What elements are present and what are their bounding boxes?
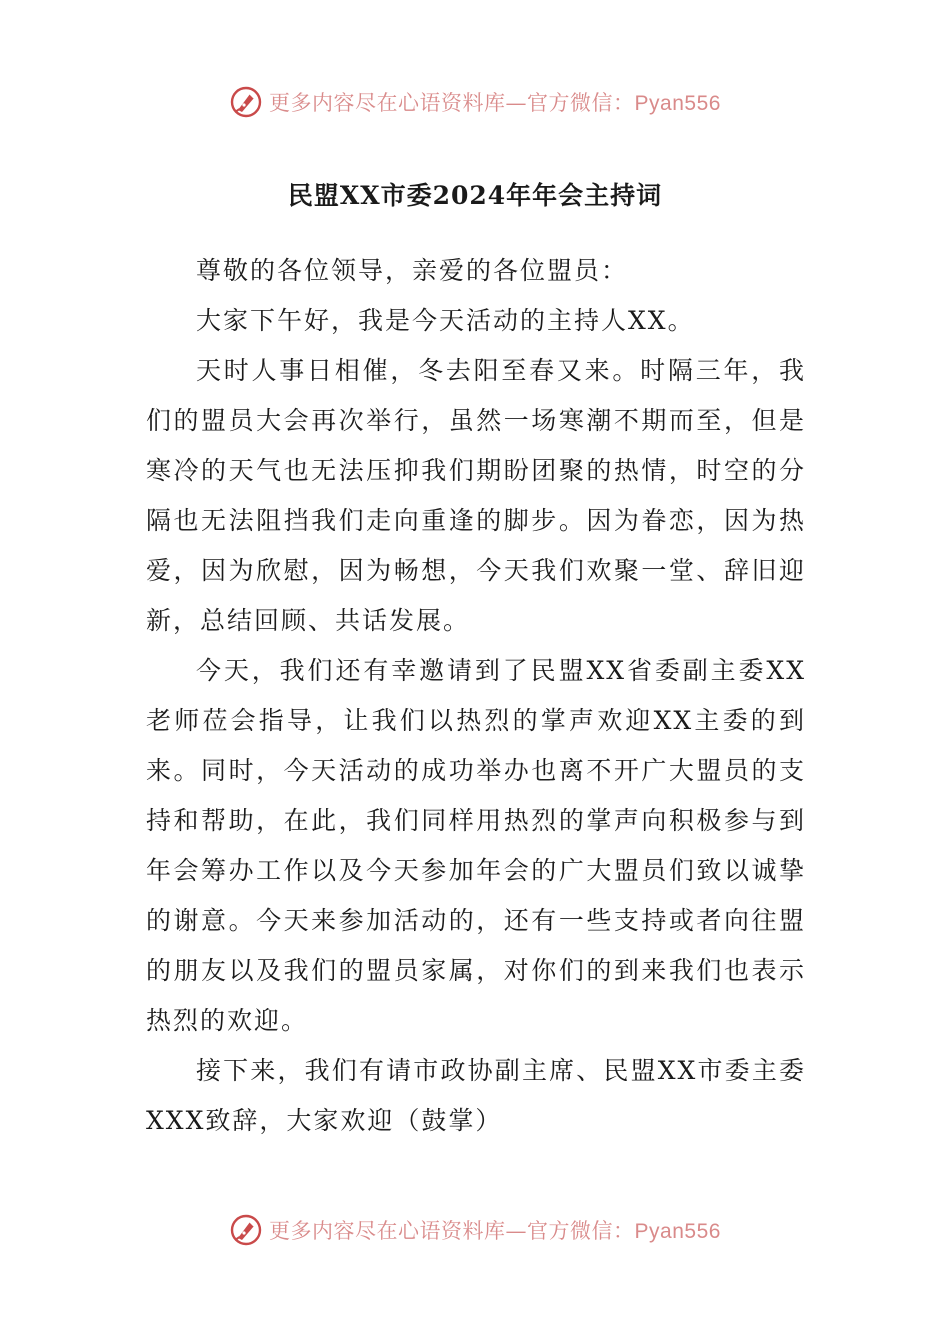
watermark-text: 更多内容尽在心语资料库—官方微信：Pyan556 [269, 91, 721, 115]
watermark-footer [0, 1208, 950, 1252]
paragraph-invite-speech: 接下来，我们有请市政协副主席、民盟XX市委主委XXX致辞，大家欢迎（鼓掌） [146, 1056, 806, 1135]
watermark-header [0, 80, 950, 124]
watermark-text: 更多内容尽在心语资料库—官方微信：Pyan556 [269, 1219, 721, 1243]
document-body [146, 246, 806, 1146]
pen-nib-circle-icon [229, 85, 263, 119]
watermark-handle: Pyan556 [634, 1220, 721, 1243]
paragraph-welcome-guests: 今天，我们还有幸邀请到了民盟XX省委副主委XX老师莅会指导，让我们以热烈的掌声欢迎XX主委的到来。同时，今天活动的成功举办也离不开广大盟员的支持和帮助，在此，我们同样用热烈的掌声向积极参与到年会筹办工作以及今天参加年会的广大盟员们致以诚挚的谢意。今天来参加活动的，还有一些支持或者向往盟的朋友以及我们的盟员家属，对你们的到来我们也表示热烈的欢迎。 [146, 656, 806, 1035]
paragraph-opening: 天时人事日相催，冬去阳至春又来。时隔三年，我们的盟员大会再次举行，虽然一场寒潮不期而至，但是寒冷的天气也无法压抑我们期盼团聚的热情，时空的分隔也无法阻挡我们走向重逢的脚步。因为眷恋，因为热爱，因为欣慰，因为畅想，今天我们欢聚一堂、辞旧迎新，总结回顾、共话发展。 [146, 356, 806, 635]
pen-nib-circle-icon [229, 1213, 263, 1247]
paragraph-salutation: 尊敬的各位领导，亲爱的各位盟员： [196, 256, 629, 285]
document-title: 民盟XX市委2024年年会主持词 [287, 181, 663, 210]
paragraph-greeting: 大家下午好，我是今天活动的主持人XX。 [196, 306, 695, 335]
watermark-handle: Pyan556 [634, 92, 721, 115]
